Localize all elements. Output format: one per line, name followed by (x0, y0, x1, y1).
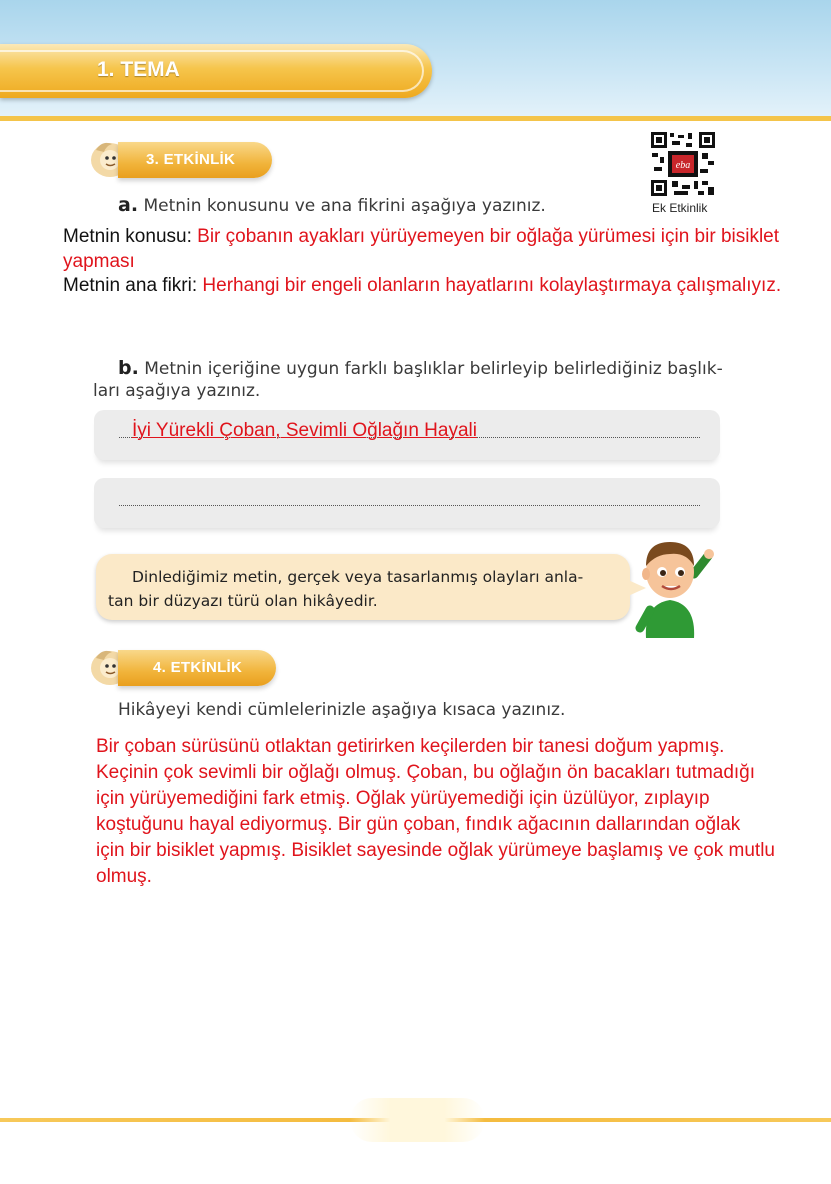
title-answer-1: İyi Yürekli Çoban, Sevimli Oğlağın Hayali (132, 420, 477, 441)
header-divider (0, 116, 831, 121)
part-a-instruction (118, 194, 546, 216)
info-line-1: Dinlediğimiz metin, gerçek veya tasarlanmış olayları anla- (132, 568, 584, 586)
part-b-instruction-line-2: ları aşağıya yazınız. (93, 381, 261, 401)
topic-answer-line-2: yapması (63, 251, 135, 272)
qr-code-label: Ek Etkinlik (652, 201, 708, 215)
title-answer-box-2[interactable] (94, 478, 720, 528)
main-idea-label: Metnin ana fikri: (63, 275, 198, 296)
story-line: için yürüyemediğini fark etmiş. Oğlak yürüyemediği için üzülüyor, zıplayıp (96, 788, 710, 809)
activity-4-instruction: Hikâyeyi kendi cümlelerinizle aşağıya kısaca yazınız. (118, 700, 566, 720)
main-idea-line (63, 274, 781, 297)
footer-page-tab (350, 1098, 485, 1142)
topic-answer: Bir çobanın ayakları yürüyemeyen bir oğlağa yürümesi için bir bisiklet (197, 226, 780, 247)
story-answer (96, 734, 796, 890)
info-line-2: tan bir düzyazı türü olan hikâyedir. (108, 592, 378, 610)
part-b-instruction (118, 356, 723, 381)
topic-answer-line-1 (63, 225, 779, 248)
part-a-text: Metnin konusunu ve ana fikrini aşağıya yazınız. (143, 196, 546, 216)
story-line: Bir çoban sürüsünü otlaktan getirirken keçilerden bir tanesi doğum yapmış. (96, 736, 725, 757)
main-idea-answer: Herhangi bir engeli olanların hayatlarını kolaylaştırmaya çalışmalıyız. (202, 275, 782, 296)
qr-code-icon[interactable] (650, 131, 716, 197)
part-b-text-line-1: Metnin içeriğine uygun farklı başlıklar belirleyip belirlediğiniz başlık- (144, 359, 723, 379)
boy-character-icon (624, 534, 716, 638)
dotted-line (119, 505, 700, 506)
activity-4-title: 4. ETKİNLİK (153, 659, 243, 676)
story-line: olmuş. (96, 866, 152, 887)
part-b-letter: b. (118, 357, 139, 379)
story-line: koştuğunu hayal ediyormuş. Bir gün çoban, fındık ağacının dallarından oğlak (96, 814, 741, 835)
part-a-letter: a. (118, 194, 139, 216)
theme-tab (0, 44, 432, 98)
story-line: için bir bisiklet yapmış. Bisiklet sayesinde oğlak yürümeye başlamış ve çok mutlu (96, 840, 775, 861)
activity-3-title: 3. ETKİNLİK (146, 151, 236, 168)
story-line: Keçinin çok sevimli bir oğlağı olmuş. Çoban, bu oğlağın ön bacakları tutmadığı (96, 762, 756, 783)
svg-text:eba: eba (675, 160, 691, 171)
info-bubble-text (108, 565, 618, 613)
theme-title: 1. TEMA (97, 58, 180, 81)
topic-label: Metnin konusu: (63, 226, 192, 247)
